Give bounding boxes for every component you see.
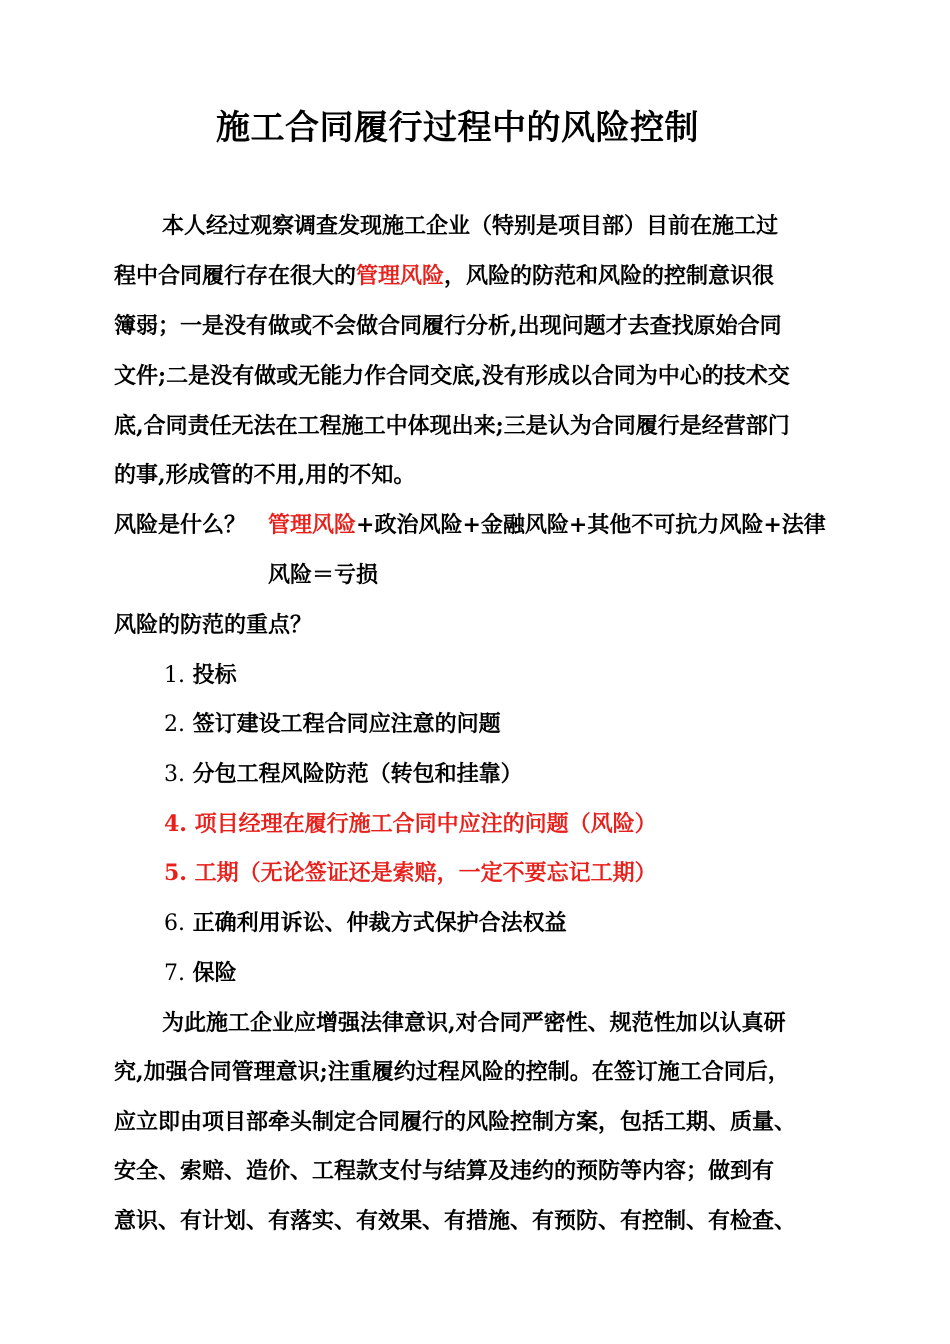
focus-item-number: 6. xyxy=(164,911,185,936)
focus-item-text: 签订建设工程合同应注意的问题 xyxy=(192,711,501,737)
focus-item-2 xyxy=(164,708,501,741)
intro-line-3: 簿弱；一是没有做或不会做合同履行分析,出现问题才去查找原始合同 xyxy=(114,313,782,339)
focus-item-number: 3. xyxy=(164,762,185,787)
focus-item-text: 分包工程风险防范（转包和挂靠） xyxy=(192,761,523,787)
intro-line-2 xyxy=(114,260,774,292)
risk-definition-line-1 xyxy=(114,509,826,541)
focus-item-text: 项目经理在履行施工合同中应注的问题（风险） xyxy=(194,811,657,837)
risk-definition-label: 风险是什么？ xyxy=(114,512,247,538)
intro-line-1: 本人经过观察调查发现施工企业（特别是项目部）目前在施工过 xyxy=(162,213,779,239)
conclusion-line-5: 意识、有计划、有落实、有效果、有措施、有预防、有控制、有检查、 xyxy=(114,1208,797,1234)
document-title: 施工合同履行过程中的风险控制 xyxy=(216,108,699,148)
focus-item-text: 正确利用诉讼、仲裁方式保护合法权益 xyxy=(192,910,567,936)
focus-item-number: 4. xyxy=(164,811,187,837)
intro-line-6: 的事,形成管的不用,用的不知。 xyxy=(114,462,416,488)
risk-definition-rest: +政治风险+金融风险+其他不可抗力风险+法律 xyxy=(356,512,826,538)
intro-line-2-post: ，风险的防范和风险的控制意识很 xyxy=(444,263,775,289)
focus-item-1 xyxy=(164,659,237,692)
risk-definition-line-2: 风险＝亏损 xyxy=(268,562,379,588)
focus-item-number: 5. xyxy=(164,860,187,886)
conclusion-line-1: 为此施工企业应增强法律意识,对合同严密性、规范性加以认真研 xyxy=(162,1010,786,1036)
focus-item-6 xyxy=(164,907,567,940)
risk-definition-highlight: 管理风险 xyxy=(268,512,357,538)
focus-item-text: 投标 xyxy=(192,662,237,688)
intro-line-5: 底,合同责任无法在工程施工中体现出来;三是认为合同履行是经营部门 xyxy=(114,413,790,439)
focus-item-number: 2. xyxy=(164,712,185,737)
highlight-management-risk: 管理风险 xyxy=(356,263,445,289)
conclusion-line-3: 应立即由项目部牵头制定合同履行的风险控制方案，包括工期、质量、 xyxy=(114,1109,797,1135)
focus-heading: 风险的防范的重点？ xyxy=(114,612,313,638)
intro-line-4: 文件;二是没有做或无能力作合同交底,没有形成以合同为中心的技术交 xyxy=(114,363,790,389)
focus-item-3 xyxy=(164,758,523,791)
intro-line-2-pre: 程中合同履行存在很大的 xyxy=(114,263,357,289)
focus-item-4 xyxy=(164,808,657,840)
focus-item-text: 工期（无论签证还是索赔，一定不要忘记工期） xyxy=(194,860,657,886)
focus-item-7 xyxy=(164,957,237,990)
focus-item-number: 1. xyxy=(164,663,185,688)
focus-item-5 xyxy=(164,857,657,889)
conclusion-line-2: 究,加强合同管理意识;注重履约过程风险的控制。在签订施工合同后， xyxy=(114,1059,790,1085)
conclusion-line-4: 安全、索赔、造价、工程款支付与结算及违约的预防等内容；做到有 xyxy=(114,1158,775,1184)
focus-item-text: 保险 xyxy=(192,960,237,986)
focus-item-number: 7. xyxy=(164,961,185,986)
